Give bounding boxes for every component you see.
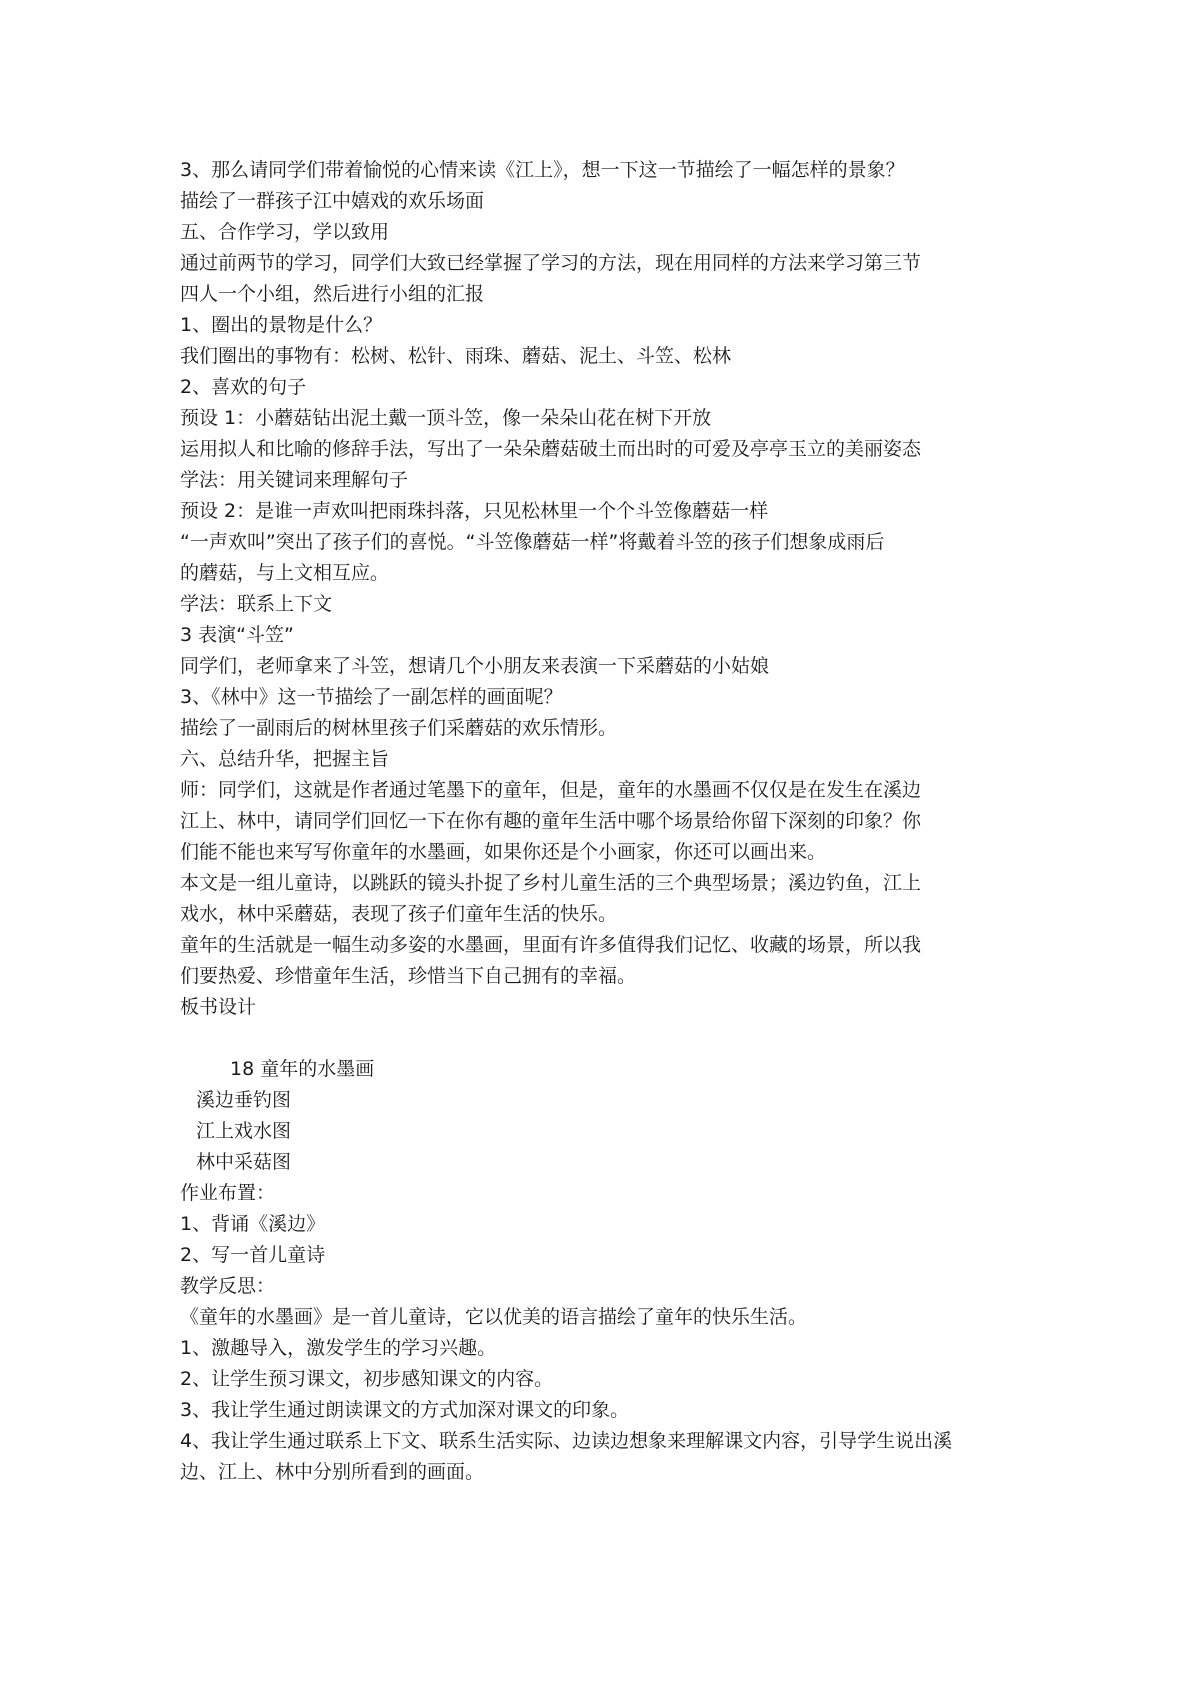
text-line: 预设 1：小蘑菇钻出泥土戴一顶斗笠，像一朵朵山花在树下开放 bbox=[180, 407, 712, 429]
text-line: 学法：用关键词来理解句子 bbox=[180, 469, 409, 491]
board-item: 林中采菇图 bbox=[196, 1151, 292, 1173]
text-line: 3、那么请同学们带着愉悦的心情来读《江上》，想一下这一节描绘了一幅怎样的景象？ bbox=[180, 159, 905, 181]
text-line: 同学们，老师拿来了斗笠，想请几个小朋友来表演一下采蘑菇的小姑娘 bbox=[180, 655, 770, 677]
text-line: 学法：联系上下文 bbox=[180, 593, 333, 615]
text-line: 描绘了一群孩子江中嬉戏的欢乐场面 bbox=[180, 190, 485, 212]
text-line: 戏水，林中采蘑菇，表现了孩子们童年生活的快乐。 bbox=[180, 903, 618, 925]
text-line: 3、我让学生通过朗读课文的方式加深对课文的印象。 bbox=[180, 1399, 630, 1421]
text-line: 预设 2：是谁一声欢叫把雨珠抖落，只见松林里一个个斗笠像蘑菇一样 bbox=[180, 500, 769, 522]
section-heading: 作业布置： bbox=[180, 1182, 276, 1204]
document-body bbox=[180, 155, 1020, 1488]
text-line: 1、激趣导入，激发学生的学习兴趣。 bbox=[180, 1337, 497, 1359]
text-line: “一声欢叫”突出了孩子们的喜悦。“斗笠像蘑菇一样”将戴着斗笠的孩子们想象成雨后 bbox=[180, 531, 885, 553]
blank-line bbox=[180, 1023, 1020, 1054]
text-line: 的蘑菇，与上文相互应。 bbox=[180, 562, 390, 584]
text-line: 我们圈出的事物有：松树、松针、雨珠、蘑菇、泥土、斗笠、松林 bbox=[180, 345, 732, 367]
board-item: 溪边垂钓图 bbox=[196, 1089, 292, 1111]
text-line: 2、写一首儿童诗 bbox=[180, 1244, 326, 1266]
text-line: 边、江上、林中分别所看到的画面。 bbox=[180, 1461, 485, 1483]
text-line: 运用拟人和比喻的修辞手法，写出了一朵朵蘑菇破土而出时的可爱及亭亭玉立的美丽姿态 bbox=[180, 438, 922, 460]
text-line: 们能不能也来写写你童年的水墨画，如果你还是个小画家，你还可以画出来。 bbox=[180, 841, 827, 863]
text-line: 1、背诵《溪边》 bbox=[180, 1213, 326, 1235]
text-line: 四人一个小组，然后进行小组的汇报 bbox=[180, 283, 485, 305]
board-item: 江上戏水图 bbox=[196, 1120, 292, 1142]
text-line: 2、让学生预习课文，初步感知课文的内容。 bbox=[180, 1368, 554, 1390]
text-line: 师：同学们，这就是作者通过笔墨下的童年，但是，童年的水墨画不仅仅是在发生在溪边 bbox=[180, 779, 922, 801]
text-line: 江上、林中，请同学们回忆一下在你有趣的童年生活中哪个场景给你留下深刻的印象？你 bbox=[180, 810, 922, 832]
text-line: 通过前两节的学习，同学们大致已经掌握了学习的方法，现在用同样的方法来学习第三节 bbox=[180, 252, 922, 274]
section-heading: 教学反思： bbox=[180, 1275, 276, 1297]
section-heading: 五、合作学习，学以致用 bbox=[180, 221, 390, 243]
text-line: 3、《林中》这一节描绘了一副怎样的画面呢？ bbox=[180, 686, 563, 708]
text-line: 本文是一组儿童诗，以跳跃的镜头扑捉了乡村儿童生活的三个典型场景；溪边钓鱼，江上 bbox=[180, 872, 922, 894]
text-line: 《童年的水墨画》是一首儿童诗，它以优美的语言描绘了童年的快乐生活。 bbox=[180, 1306, 808, 1328]
section-heading: 六、总结升华，把握主旨 bbox=[180, 748, 390, 770]
text-line: 2、喜欢的句子 bbox=[180, 376, 307, 398]
text-line: 1、圈出的景物是什么？ bbox=[180, 314, 383, 336]
board-title: 18 童年的水墨画 bbox=[230, 1058, 375, 1080]
text-line: 们要热爱、珍惜童年生活，珍惜当下自己拥有的幸福。 bbox=[180, 965, 637, 987]
text-line: 4、我让学生通过联系上下文、联系生活实际、边读边想象来理解课文内容，引导学生说出溪 bbox=[180, 1430, 953, 1452]
text-line: 童年的生活就是一幅生动多姿的水墨画，里面有许多值得我们记忆、收藏的场景，所以我 bbox=[180, 934, 922, 956]
text-line: 3 表演“斗笠” bbox=[180, 624, 294, 646]
text-line: 描绘了一副雨后的树林里孩子们采蘑菇的欢乐情形。 bbox=[180, 717, 618, 739]
section-heading: 板书设计 bbox=[180, 996, 257, 1018]
